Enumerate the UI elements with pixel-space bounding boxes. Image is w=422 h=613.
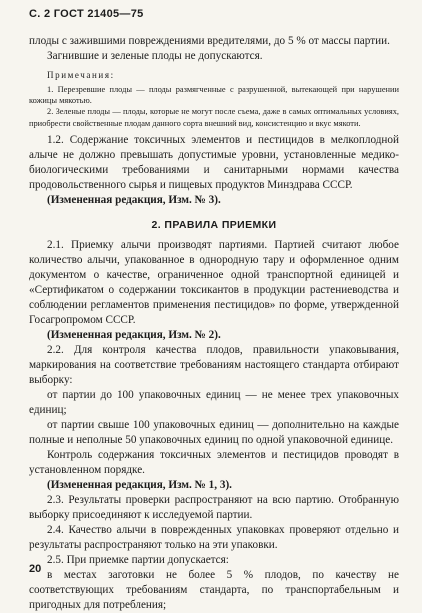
paragraph-2-2-b: от партии свыше 100 упаковочных единиц — дополнительно на каждые полные и неполные 50 упаковочных единиц по одной упаковочной единице. xyxy=(29,418,399,446)
note-2: 2. Зеленые плоды — плоды, которые не могут после съема, даже в самых оптимальных условиях, приобрести свойственные плодам данного сорта внешний вид, консистенцию и вкус мякоти. xyxy=(29,107,399,128)
paragraph-2-5: 2.5. При приемке партии допускается: xyxy=(47,553,229,566)
page-body xyxy=(29,34,399,613)
page-header: С. 2 ГОСТ 21405—75 xyxy=(29,8,144,20)
paragraph-2-1: 2.1. Приемку алычи производят партиями. Партией считают любое количество алычи, упакованное в однородную тару и оформленное одним документом о качестве, ограниченное одной транспортной единицей и «Сертификатом о содержании токсикантов в продукции растениеводства и соблюдении регламентов применения пестицидов» по форме, утвержденной Госагропромом СССР. xyxy=(29,238,399,326)
paragraph-2-5-a: в местах заготовки не более 5 % плодов, по качеству не соответствующих требованиям стандарта, по транспортабельным и пригодных для потребления; xyxy=(29,568,399,611)
continued-line: плоды с зажившими повреждениями вредителями, до 5 % от массы партии. xyxy=(29,35,390,47)
paragraph-2-3: 2.3. Результаты проверки распространяют на всю партию. Отобранную выборку присоединяют к исследуемой партии. xyxy=(29,493,399,521)
note-1: 1. Перезревшие плоды — плоды размягченные с разрушенной, вытекающей при нарушении кожицы мякотью. xyxy=(29,85,399,106)
page-number: 20 xyxy=(29,563,42,575)
section-2-title: 2. ПРАВИЛА ПРИЕМКИ xyxy=(151,218,277,231)
paragraph-2-2: 2.2. Для контроля качества плодов, правильности упаковывания, маркирования на соответствие требованиям настоящего стандарта отбирают выборку: xyxy=(29,343,399,386)
paragraph-2-4: 2.4. Качество алычи в поврежденных упаковках проверяют отдельно и результаты распространяют только на эти упаковки. xyxy=(29,523,399,551)
edit-note-2-2: (Измененная редакция, Изм. № 1, 3). xyxy=(47,478,232,491)
no-rot-paragraph: Загнившие и зеленые плоды не допускаются. xyxy=(47,50,263,62)
edit-note-2-1: (Измененная редакция, Изм. № 2). xyxy=(47,328,221,341)
paragraph-1-2: 1.2. Содержание токсичных элементов и пестицидов в мелкоплодной алыче не должно превышать допустимые уровни, установленные медико-биологическими требованиями и санитарными нормами качества продовольственного сырья и пищевых продуктов Минздрава СССР. xyxy=(29,133,399,191)
edit-note-1-2: (Измененная редакция, Изм. № 3). xyxy=(47,193,221,206)
paragraph-2-2-c: Контроль содержания токсичных элементов и пестицидов проводят в установленном порядке. xyxy=(29,448,399,476)
paragraph-2-2-a: от партии до 100 упаковочных единиц — не менее трех упаковочных единиц; xyxy=(29,388,399,416)
notes-title: Примечания: xyxy=(47,70,115,80)
